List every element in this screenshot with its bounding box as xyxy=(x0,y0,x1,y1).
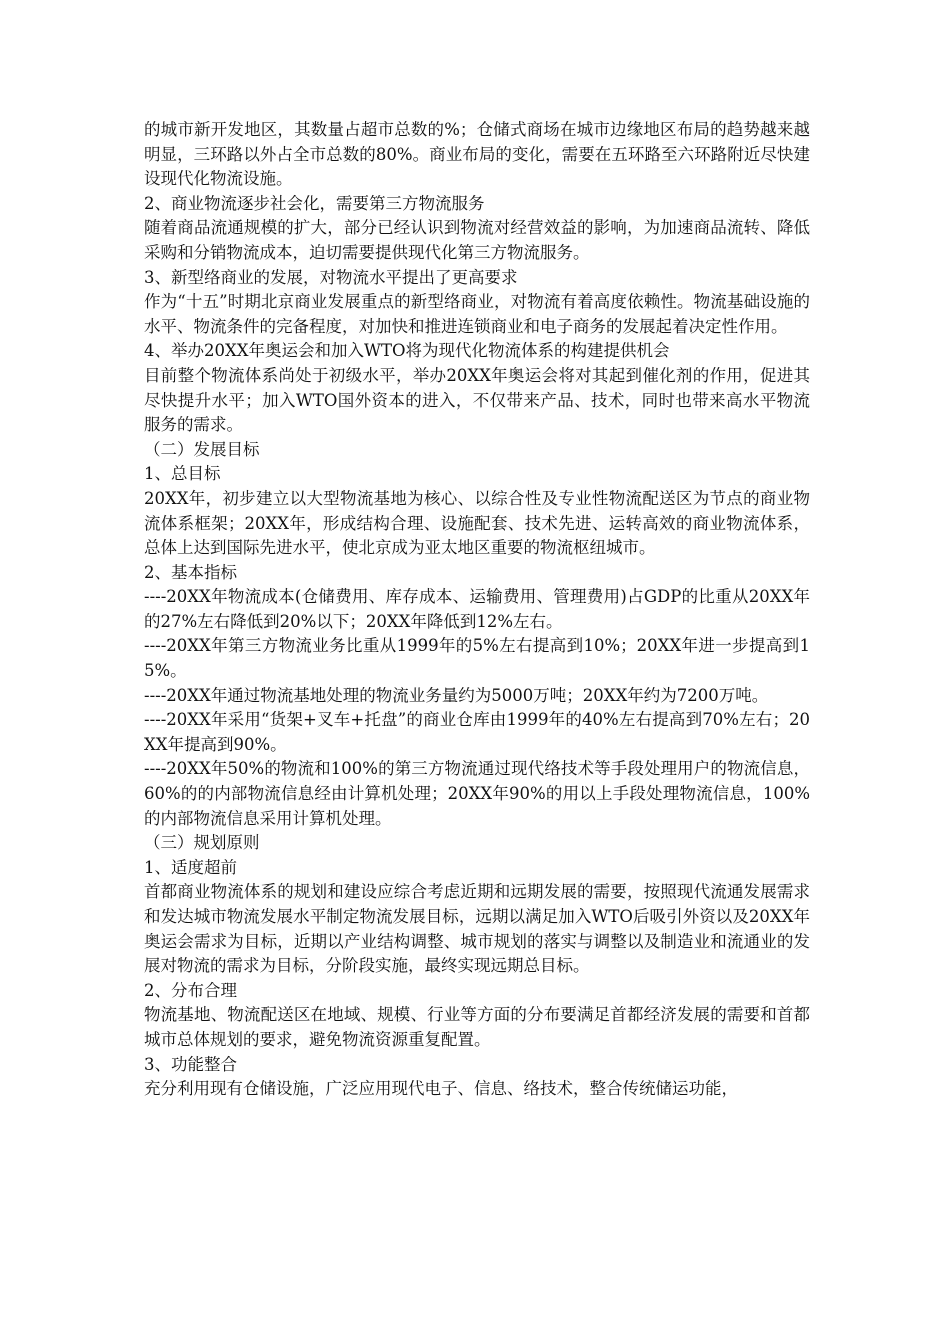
paragraph-overall-goal: 20XX年，初步建立以大型物流基地为核心、以综合性及专业性物流配送区为节点的商业物流体系框架；20XX年，形成结构合理、设施配套、技术先进、运转高效的商业物流体系，总体上达到国际先进水平，使北京成为亚太地区重要的物流枢纽城市。 xyxy=(144,488,810,558)
indicator-base-volume: ----20XX年通过物流基地处理的物流业务量约为5000万吨；20XX年约为7200万吨。 xyxy=(144,685,769,705)
heading-reasonable-distribution: 2、分布合理 xyxy=(144,980,237,1000)
paragraph-commerce-layout: 的城市新开发地区，其数量占超市总数的%；仓储式商场在城市边缘地区布局的趋势越来越明显，三环路以外占全市总数的80%。商业布局的变化，需要在五环路至六环路附近尽快建设现代化物流设施。 xyxy=(144,120,810,189)
heading-basic-indicators: 2、基本指标 xyxy=(144,562,237,582)
indicator-information-processing: ----20XX年50%的物流和100%的第三方物流通过现代络技术等手段处理用户的物流信息，60%的的内部物流信息经由计算机处理；20XX年90%的用以上手段处理物流信息，100%的内部物流信息采用计算机处理。 xyxy=(144,759,810,828)
heading-network-commerce: 3、新型络商业的发展，对物流水平提出了更高要求 xyxy=(144,267,518,287)
heading-third-party-logistics: 2、商业物流逐步社会化，需要第三方物流服务 xyxy=(144,193,485,213)
paragraph-network-commerce: 作为“十五”时期北京商业发展重点的新型络商业，对物流有着高度依赖性。物流基础设施的水平、物流条件的完备程度，对加快和推进连锁商业和电子商务的发展起着决定性作用。 xyxy=(144,292,810,336)
paragraph-olympics-wto: 目前整个物流体系尚处于初级水平，举办20XX年奥运会将对其起到催化剂的作用，促进其尽快提升水平；加入WTO国外资本的进入，不仅带来产品、技术，同时也带来高水平物流服务的需求。 xyxy=(144,365,810,435)
paragraph-function-integration: 充分利用现有仓储设施，广泛应用现代电子、信息、络技术，整合传统储运功能， xyxy=(144,1079,738,1099)
paragraph-moderately-ahead: 首都商业物流体系的规划和建设应综合考虑近期和远期发展的需要，按照现代流通发展需求和发达城市物流发展水平制定物流发展目标，远期以满足加入WTO后吸引外资以及20XX年奥运会需求为目标，近期以产业结构调整、城市规划的落实与调整以及制造业和流通业的发展对物流的需求为目标，分阶段实施，最终实现远期总目标。 xyxy=(144,882,810,976)
paragraph-reasonable-distribution: 物流基地、物流配送区在地域、规模、行业等方面的分布要满足首都经济发展的需要和首都城市总体规划的要求，避免物流资源重复配置。 xyxy=(144,1005,810,1049)
section-heading-planning-principles: （三）规划原则 xyxy=(144,833,260,853)
heading-function-integration: 3、功能整合 xyxy=(144,1054,237,1074)
indicator-logistics-cost: ----20XX年物流成本(仓储费用、库存成本、运输费用、管理费用)占GDP的比重从20XX年的27%左右降低到20%以下；20XX年降低到12%左右。 xyxy=(144,587,810,631)
indicator-warehouse-equipment: ----20XX年采用“货架+叉车+托盘”的商业仓库由1999年的40%左右提高到70%左右；20XX年提高到90%。 xyxy=(144,710,810,754)
section-heading-development-goals: （二）发展目标 xyxy=(144,439,260,459)
heading-moderately-ahead: 1、适度超前 xyxy=(144,857,237,877)
paragraph-third-party-logistics: 随着商品流通规模的扩大，部分已经认识到物流对经营效益的影响，为加速商品流转、降低采购和分销物流成本，迫切需要提供现代化第三方物流服务。 xyxy=(144,218,810,262)
heading-overall-goal: 1、总目标 xyxy=(144,464,221,484)
document-body xyxy=(144,118,810,1102)
heading-olympics-wto: 4、举办20XX年奥运会和加入WTO将为现代化物流体系的构建提供机会 xyxy=(144,341,670,361)
indicator-third-party-share: ----20XX年第三方物流业务比重从1999年的5%左右提高到10%；20XX年进一步提高到15%。 xyxy=(144,636,810,681)
